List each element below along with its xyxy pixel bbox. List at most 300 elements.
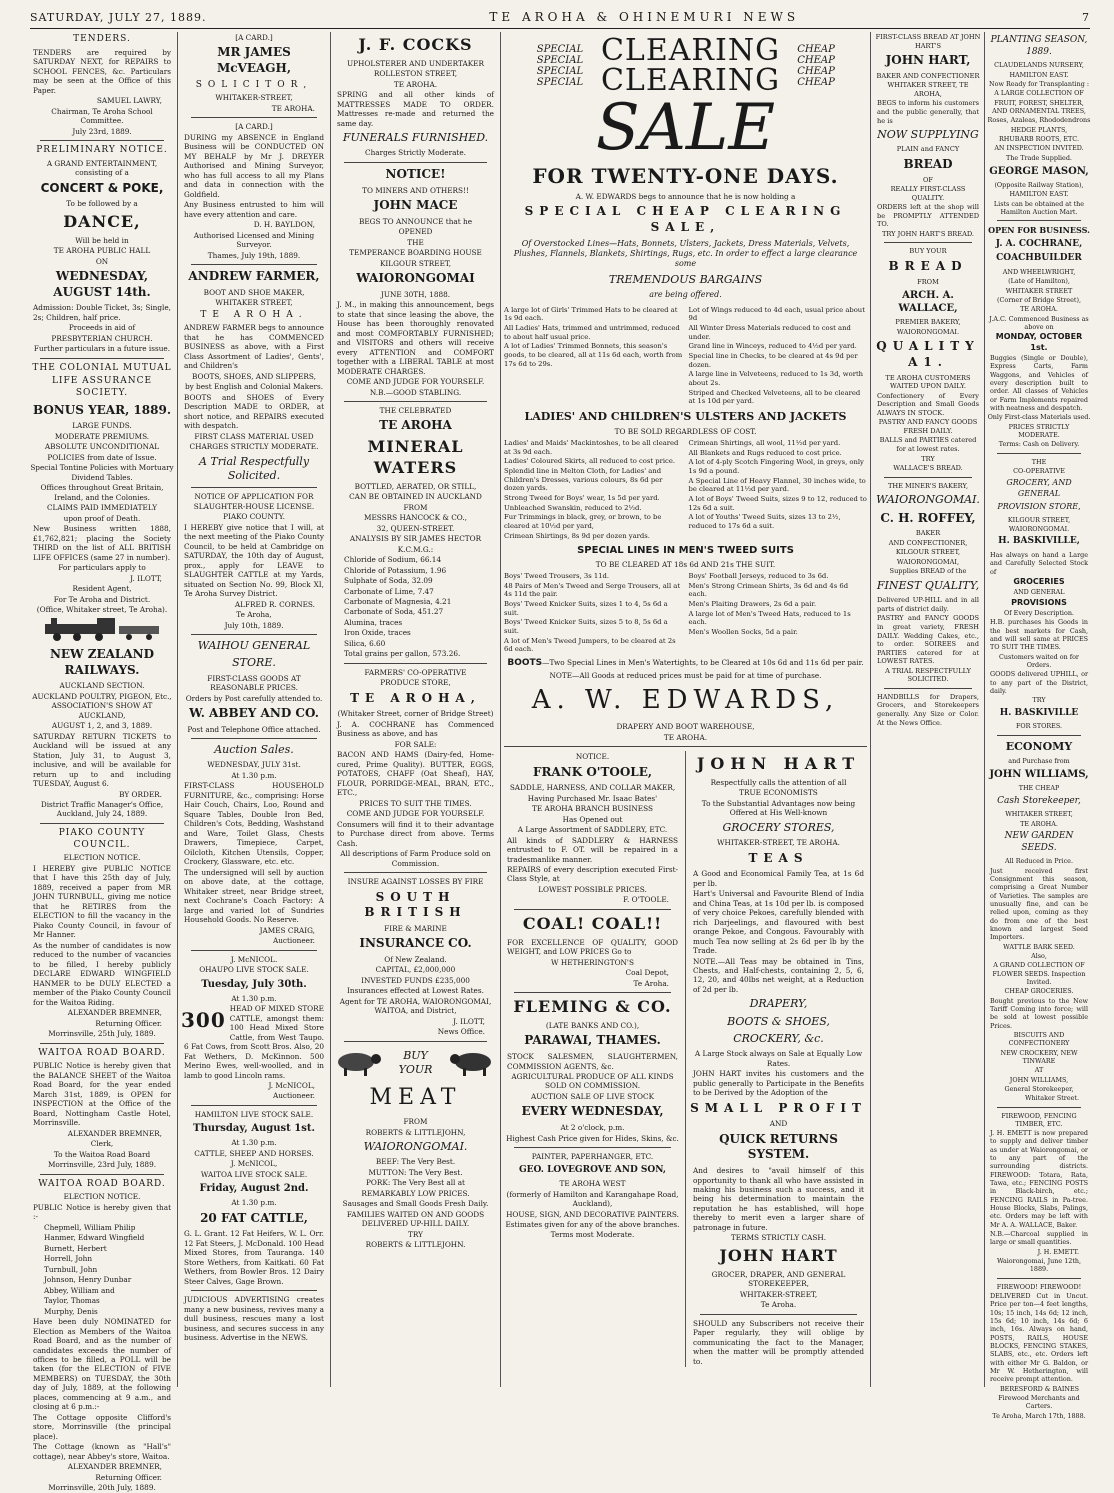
price-item: Boys' Football Jerseys, reduced to 3s 6d. [688,571,829,580]
ad-text: MUTTON: The Very Best. [368,1167,463,1177]
sale-text: The undersigned will sell by auction on above date, at the cottage, Whitaker street, near Bridge street, next Cochrane's Coach Factory: A large and varied lot of Sundries Household Goods. No Reserve. [184,867,324,925]
ad-text: AUCKLAND POULTRY, PIGEON, Etc., ASSOCIATION'S SHOW AT AUCKLAND, [32,691,172,720]
ad-text: NOTE—All Goods at reduced prices must be paid for at time of purchase. [549,670,822,680]
notice-text: PRESBYTERIAN CHURCH. [51,333,153,343]
ad-text: FOR STORES. [1015,722,1063,731]
ad-text: Buggies (Single or Double), Express Carts, Farm Waggons, and Vehicles of every description built to order. All classes of Vehicles or Farm Implements repaired with neatness and despatch. [990,354,1088,413]
divider [997,453,1081,454]
ad-text: Post and Telephone Office attached. [187,724,321,734]
notice-text: Will be held in [75,235,129,245]
ad-heading: THE COLONIAL MUTUAL [32,362,172,373]
price-item: A lot of Men's Tweed Jumpers, to be cleared at 2s 6d each. [504,636,676,654]
ad-text: BOOTS, SHOES, AND SLIPPERS, [191,371,316,381]
ad-text: Offices throughout Great Britain, Ireland, and the Colonies. [40,483,164,502]
price-item: Fur Trimmings in black, grey, or brown, to be cleared at 10½d per yard, [504,513,662,531]
ad-text: TE AROHA. [393,79,438,89]
ad-text: CLAUDELANDS NURSERY, [994,61,1084,70]
section-heading: Auction Sales. [214,743,294,757]
ad-text: J. H. EMETT is now prepared to supply and deliver timber as under at Waiorongomai, or to any part of the surrounding districts. FIREWOOD: Totara, Rata, Tawa, etc.; FENCING POSTS in Black-birch, etc.; FENCING RAILS in Pa-tree. House Blocks, Slabs, Palings, etc. Orders may be left with Mr A. A. WALLACE, Baker. [990,1129,1088,1229]
sale-date: Thursday, August 1st. [193,1123,315,1135]
ad-heading: BOOTS & SHOES, [727,1014,830,1028]
column-6 [874,32,982,1387]
ad-text: AUCTION SALE OF LIVE STOCK [530,1091,655,1101]
price-item: Boys' Tweed Knicker Suits, sizes 1 to 4, 5s 6d a suit. [504,599,668,617]
ad-text: J. H. EMETT. [1037,1247,1079,1256]
sale-heading: HAMILTON LIVE STOCK SALE. [194,1109,314,1119]
candidate-name: Johnson, Henry Dunbar [44,1275,132,1285]
notice-text: To be followed by a [66,199,138,209]
card-label: [A CARD.] [235,33,273,42]
sale-heading: WAITOA LIVE STOCK SALE. [200,1169,308,1179]
notice-text: PUBLIC Notice is hereby given that :- [33,1202,171,1222]
ad-text: Any Business entrusted to him will have every attention and care. [184,200,324,219]
ad-text: Orders by Post carefully attended to. [185,693,323,703]
boots-label: BOOTS [507,658,543,669]
ad-heading: JOHN WILLIAMS, [989,769,1089,781]
notice-text: PUBLIC Notice is hereby given that the BALANCE SHEET of the Waitoa Road Board, for the year ended March 31st, 1889, is OPEN for INSPECTION at the Office of the Board, Nottingham Castle Hotel, Morrinsville. [33,1061,171,1128]
ad-text: COME AND JUDGE FOR YOURSELF. [346,377,485,387]
notice-heading: PRELIMINARY NOTICE. [36,145,168,156]
ad-text: JOHN WILLIAMS, [1009,1075,1069,1084]
analysis-line: Alumina, traces [344,617,403,627]
column-7 [987,32,1091,1420]
ad-heading: MR JAMES McVEAGH, [216,45,292,76]
ad-heading: QUICK RETURNS SYSTEM. [719,1131,838,1162]
ad-text: FROM [403,502,428,512]
ad-heading: LADIES' AND CHILDREN'S ULSTERS AND JACKETS [524,410,847,424]
sale-date: Tuesday, July 30th. [201,978,307,990]
ad-text: GROCER, DRAPER, AND GENERAL STOREKEEPER, [711,1269,846,1289]
ad-text: CO-OPERATIVE [1013,467,1065,476]
ad-text: BISCUITS AND CONFECTIONERY [1008,1030,1070,1048]
price-item: Splendid line in Melton Cloth, for Ladies' and Children's Dresses, various colours, 8s 6d per dozen yards. [504,466,663,493]
ad-text: FRUIT, FOREST, SHELTER, AND ORNAMENTAL TREES, [992,98,1086,116]
ad-text: DELIVERED Cut in Uncut. Price per ton—4 feet lengths, 10s; 15 inch, 14s 6d; 12 inch, 15s 6d; 10 inch, 14s 6d; 6 inch, 16s. Always on hand, POSTS, RAILS, HOUSE BLOCKS, FENCING STAKES, SLABS, etc., etc. Orders left with either Mr G. Baldon, or Mr W. Hetherington, will receive prompt attention. [990,1292,1088,1384]
ad-text: BEGS to inform his customers and the public generally, that he is [877,99,979,125]
ad-text: Te Aroha. [760,1300,797,1310]
price-item: A large lot of Men's Tweed Hats, reduced to 1s each. [688,609,851,627]
concert-heading: CONCERT & POKE, [40,180,164,195]
notice-text: ELECTION NOTICE. [63,853,141,863]
column-rule [984,32,985,1387]
ad-text: FIRE & MARINE [384,923,447,933]
divider [40,823,164,824]
ad-heading: TE AROHA. [200,309,308,320]
ad-text: CHARGES STRICTLY MODERATE. [189,442,319,452]
ad-text: TRY [921,454,935,463]
ad-text: Lists can be obtained at the Hamilton Auction Mart. [993,199,1085,216]
ad-heading: WAIORONGOMAI. [363,1139,468,1153]
ad-text: INSURE AGAINST LOSSES BY FIRE [347,877,484,887]
ad-text: COME AND JUDGE FOR YOURSELF. [346,809,485,819]
price-item: A lot of 4-ply Scotch Fingering Wool, in greys, only 1s 9d a pound. [688,458,864,475]
ad-text: J. M., in making this announcement, begs to state that since leasing the above, the House has been thoroughly renovated and most COMFORTABLY FURNISHED; and VISITORS and others will receive every ATTENTION and COMFORT together with a LIBERAL TABLE at most MODERATE CHARGES. [337,300,494,376]
ad-heading: A. W. EDWARDS, [531,685,840,716]
ad-text: FOR SALE: [394,739,437,749]
price-item: 48 Pairs of Men's Tweed and Serge Trousers, all at 4s 11d the pair. [504,581,681,599]
ad-heading: FLEMING & CO. [513,997,672,1017]
notice-text: Morrinsville, 23rd July, 1889. [47,1160,157,1170]
ad-text: Sausages and Small Goods Fresh Daily. [342,1199,489,1209]
ad-text: WAIORONGOMAI. [1008,524,1070,533]
divider [997,220,1081,221]
masthead-page-number: 7 [1082,10,1090,24]
ad-text: OPENED [398,227,433,237]
ad-text: GOODS delivered UPHILL, or to any part of the District, daily. [990,670,1088,695]
sale-heading: 20 FAT CATTLE, [200,1210,308,1225]
ad-text: TE AROHA CUSTOMERS WAITED UPON DAILY. [885,373,971,391]
column-rule [870,32,871,1387]
ad-text: MESSRS HANCOCK & CO., [363,513,467,523]
ad-text: A LARGE COLLECTION OF [994,89,1084,98]
ad-text: A. W. EDWARDS begs to announce that he is now holding a [575,192,796,201]
analysis-line: Carbonate of Lime, 7.47 [344,586,434,596]
ad-text: FARMERS' CO-OPERATIVE [364,667,467,677]
ad-heading: GROCERIES [1013,576,1065,586]
sale-time: At 1.30 p.m. [231,770,277,780]
ad-text: Supplies BREAD of the [889,567,967,576]
ad-text: All Reduced in Price. [1004,857,1073,866]
ad-text: NOTE.—All Teas may be obtained in Tins, Chests, and Half-chests, containing 2, 5, 6, 12, 20, and 40lbs net weight, at a Reduction of 2d per lb. [693,956,864,994]
sale-date: WEDNESDAY, JULY 31st. [207,760,301,770]
ad-text: AUGUST 1, 2, and 3, 1889. [51,721,153,731]
ad-heading: SOUTH BRITISH [364,889,467,920]
notice-text: Morrinsville, 20th July, 1889. [48,1483,156,1493]
ad-text: TE AROHA. [271,103,315,113]
ad-text: TE AROHA WEST [559,1179,626,1189]
ad-text: Delivered UP-HILL and in all parts of district daily. [877,596,979,613]
ad-text: Firewood Merchants and Carters. [998,1394,1080,1411]
notice-text: I HEREBY give notice that I will, at the next meeting of the Piako County Council, to be held at Cambridge on SATURDAY, the 10th day of August, prox., apply for LEAVE to SLAUGHTER CATTLE at my Yards, situated on Section No. 99, Block XI, Te Aroha Survey District. [184,522,324,599]
ad-text: A GRAND COLLECTION OF FLOWER SEEDS. Inspection Invited. [992,961,1086,986]
column-rule [177,32,178,1387]
ad-text: FOR EXCELLENCE OF QUALITY, GOOD WEIGHT, and LOW PRICES Go to [507,937,678,957]
ad-heading: ANDREW FARMER, [188,269,320,284]
ad-heading: TREMENDOUS BARGAINS [608,272,763,286]
candidate-name: Taylor, Thomas [44,1296,100,1306]
ad-text: TO BE CLEARED AT 18s 6d AND 21s THE SUIT. [595,560,776,570]
ad-text: N.B.—Charcoal supplied in large or small quantities. [990,1230,1088,1247]
ad-text: AN INSPECTION INVITED. [994,144,1084,153]
ad-text: Now Ready for Transplanting : [989,80,1089,89]
ad-text: Estimates given for any of the above branches. Terms most Moderate. [505,1220,680,1239]
sale-text: Auctioneer. [272,936,315,946]
ad-heading: C. H. ROFFEY, [880,510,976,525]
divider [514,992,671,993]
notice-text: To the Waitoa Road Board [53,1149,151,1159]
notice-text: As the number of candidates is now reduced to the number of vacancies to be filled, I hereby publicly DECLARE EDWARD WINGFIELD HANMER to be DULY ELECTED a member of the Piako County Council for the Waitoa Riding. [33,940,171,1007]
ad-text: by best English and Colonial Makers. [184,382,324,392]
ad-text: TE AROHA. [663,732,708,742]
ad-text: Resident Agent, [72,584,132,594]
divider [514,909,671,910]
ad-text: A Large Stock always on Sale at Equally Low Rates. [694,1049,863,1068]
ad-heading: TE AROHA, [350,690,481,705]
ad-text: Waiorongomai, June 12th, 1889. [996,1257,1082,1274]
ad-text: Has always on hand a Large and Carefully Selected Stock of [990,550,1088,576]
ad-text: N.B.—GOOD STABLING. [369,387,462,397]
column-3 [334,32,497,1387]
notice-heading: NOTICE OF APPLICATION FOR SLAUGHTER-HOUSE LICENSE. [193,492,315,511]
ad-text: JUNE 30TH, 1888. [380,289,451,299]
ad-text: LOWEST POSSIBLE PRICES. [538,884,647,894]
ad-text: BEEF: The Very Best. [375,1157,456,1167]
column-4 [504,32,867,1387]
ad-text: (Late of Hamilton), [1008,277,1070,286]
notice-text: SAMUEL LAWRY, [96,96,162,106]
price-item: All Winter Dress Materials reduced to cost and under. [688,323,851,341]
divider [344,663,487,664]
ad-text: Insurances effected at Lowest Rates. [347,986,484,996]
ad-text: W HETHERINGTON'S [551,957,634,967]
clearing-heading: CLEARING [600,33,781,68]
ad-heading: WAIORONGOMAI. [876,493,980,507]
candidate-name: Turnbull, John [44,1264,98,1274]
ad-text: PLAIN and FANCY [896,145,960,154]
sale-heading: SALE [595,91,776,165]
ad-heading: GEO. LOVEGROVE AND SON, [518,1164,667,1175]
ad-text: ROBERTS & LITTLEJOHN, [365,1127,466,1137]
divider [191,634,317,635]
divider [514,1147,671,1148]
notice-text: ON [95,256,109,266]
ad-text: HEDGE PLANTS, [1010,125,1068,134]
ad-text: THE [407,237,424,247]
ad-text: DRAPERY AND BOOT WAREHOUSE, [616,722,755,732]
ad-text: A Good and Economical Family Tea, at 1s 6d per lb. [693,869,864,888]
ad-text: SADDLE, HARNESS, AND COLLAR MAKER, [509,783,676,793]
ad-text: Also, [1031,951,1047,960]
ad-text: (Whitaker Street, corner of Bridge Street) [337,709,494,719]
divider [40,1174,164,1175]
divider [997,1107,1081,1108]
ad-text: TO MINERS AND OTHERS!! [362,185,469,195]
ad-text: (LATE BANKS AND CO.), [545,1020,640,1030]
ad-text: Bought previous to the New Tariff Coming into force; will be sold at lowest possible Prices. [990,996,1088,1030]
ad-heading: GEORGE MASON, [989,165,1089,177]
candidate-name: Burnett, Herbert [44,1243,107,1253]
candidate-name: Horrell, John [44,1254,93,1264]
bull-illustration [447,1048,497,1078]
ad-text: Of Overstocked Lines—Hats, Bonnets, Ulsters, Jackets, Dress Materials, Velvets, Plushes, Flannels, Blankets, Shirtings, Rugs, etc. In order to effect a large clearance some [513,238,858,269]
ad-text: upon proof of Death. [63,513,141,523]
ad-text: AGRICULTURAL PRODUCE OF ALL KINDS SOLD ON COMMISSION. [511,1072,674,1091]
ad-text: BOTTLED, AERATED, OR STILL, [354,481,477,491]
analysis-line: Chloride of Potassium, 1.96 [344,565,447,575]
notice-text: Te Aroha, [236,610,272,620]
ad-text: BAKER AND CONFECTIONER [876,71,980,80]
ad-text: REMARKABLY LOW PRICES. [361,1188,470,1198]
ad-text: RHUBARB ROOTS, ETC. [998,135,1079,143]
ad-text: TERMS STRICTLY CASH. [730,1233,827,1243]
ad-heading: EVERY WEDNESDAY, [521,1104,664,1119]
notice-text: ALEXANDER BREMNER, [67,1128,162,1138]
ad-heading: PLANTING SEASON, 1889. [990,35,1088,57]
ad-text: FROM [403,1117,428,1127]
ad-text: POLICIES from date of Issue. [47,452,157,462]
cheap-label: CHEAP CHEAP CHEAP CHEAP [797,44,835,88]
divider [191,1290,317,1291]
ad-text: HANDBILLS for Drapers, Grocers, and Storekeepers generally. Any Size or Color. At the News Office. [877,692,979,727]
ad-text: A TRIAL RESPECTFULLY SOLICITED. [885,666,971,684]
ad-text: WHITAKER-STREET, TE AROHA. [717,838,840,848]
ad-text: WHITAKER STREET, [1005,810,1073,819]
ad-heading: COAL! COAL!! [522,913,663,933]
candidate-name: Chepmell, William Philip [44,1222,136,1232]
ad-text: J. ILOTT, [453,1016,485,1026]
ad-heading: JOHN HART [696,754,861,774]
notice-text: PIAKO COUNTY. [223,512,285,522]
ad-text: At 2 o'clock, p.m. [560,1123,625,1133]
ad-heading: PROVISIONS [1011,597,1067,607]
ad-text: Of New Zealand. [384,954,447,964]
price-item: Ladies' and Maids' Mackintoshes, to be all cleared at 3s 9d each. [504,438,679,456]
ad-heading: BREAD [888,259,968,274]
ad-text: Special Tontine Policies with Mortuary Dividend Tables. [30,463,174,482]
sale-date: Friday, August 2nd. [199,1183,309,1195]
ad-text: KILGOUR STREET, [1007,515,1071,524]
ad-text: TO BE SOLD REGARDLESS OF COST. [614,427,757,437]
ad-text: FIREWOOD! FIREWOOD! [996,1282,1082,1291]
notice-text: I HEREBY give PUBLIC NOTICE that I have this 25th day of July, 1889, received a paper from MR JOHN TURNBULL, giving me notice that he RETIRES from the ELECTION to fill the vacancy in the Piako County Council, in favour of Mr Hanner. [33,863,171,940]
ad-text: FIRST-CLASS GOODS AT REASONABLE PRICES. [207,673,301,693]
ad-text: Agent for TE AROHA, WAIORONGOMAI, WAITOA, and District, [339,996,492,1016]
sale-time: At 1.30 p.m. [231,1198,277,1208]
notice-text: ALEXANDER BREMNER, [67,1462,162,1472]
ad-heading: FUNERALS FURNISHED. [342,131,489,145]
ad-text: HAMILTON EAST. [1009,190,1069,199]
ad-heading: NOTICE! [385,166,446,181]
divider [884,477,972,478]
divider [191,117,317,118]
notice-text: A GRAND ENTERTAINMENT, consisting of a [46,158,158,178]
price-item: All Blankets and Rugs reduced to cost price. [688,448,842,457]
ad-heading: SOLICITOR, [195,79,313,90]
ad-text: TRUE ECONOMISTS [739,788,818,798]
price-item: Unbleached Swanskin, reduced to 2½d. [504,503,642,512]
notice-text: TENDERS are required by SATURDAY NEXT, for REPAIRS to SCHOOL FENCES, &c. Particulars may be seen at the Office of this Paper. [33,47,171,95]
ad-text: REALLY FIRST-CLASS QUALITY. [890,185,966,202]
ad-text: BACON AND HAMS (Dairy-fed, Home-cured, Prime Quality). BUTTER, EGGS, POTATOES, CHAFF (Oat Sheaf), HAY, FLOUR, PORRIDGE-MEAL, BRAN, ETC., ETC., [337,750,494,798]
ad-text: FAMILIES WAITED ON AND GOODS DELIVERED UP-HILL DAILY. [346,1209,485,1229]
ad-heading: H. BASKIVILLE, [998,536,1080,547]
ad-text: PAINTER, PAPERHANGER, ETC. [531,1152,654,1162]
ad-text: Te Aroha. [633,978,669,988]
ad-text: Just received first Consignment this season, comprising a Great Number of Varieties. The samples are unusually fine, and can be relied upon, coming as they do from one of the best known and largest Seed Importers. [990,866,1088,942]
event-date: WEDNESDAY, AUGUST 14th. [53,269,151,299]
notice-text: July 23rd, 1889. [72,126,132,136]
ad-text: General Storekeeper, [1004,1084,1074,1093]
ad-text: THE [1031,457,1047,466]
price-item: A lot of Ladies' Trimmed Bonnets, this season's goods, to be cleared, all at 11s 6d each, worth from 17s 6d to 29s. [504,342,683,368]
ad-heading: SPECIAL CHEAP CLEARING SALE, [524,204,847,235]
ad-heading: W. ABBEY AND CO. [189,706,319,721]
ad-text: PASTRY AND FANCY GOODS FRESH DAILY. [878,418,978,435]
sale-text: G. L. Grant. 12 Fat Heifers, W. L. Orr. 12 Fat Steers, J. McDonald. 100 Head Mixed Stores, from Tauranga. 140 Store Wethers, from Kaitkati. 60 Fat Wethers, from Bowler Bros. 12 Dairy Steer Calves, Gage Brown. [184,1229,324,1286]
ad-text: ORDERS left at the shop will be PROMPTLY ATTENDED TO. [877,203,979,229]
ad-heading: MINERAL WATERS [367,437,464,477]
divider [344,1041,487,1042]
ad-text: WAIORONGOMAI. [896,327,960,336]
ad-text: WHITAKER STREET [1005,286,1073,295]
ad-heading: ARCH. A. WALLACE, [898,290,958,315]
ad-text: TE AROHA. [1020,819,1058,828]
ad-text: DURING my ABSENCE in England Business will be CONDUCTED ON MY BEHALF by Mr J. DREYER Authorised and Mining Surveyor, who has full access to all my Plans and data in connection with the Goldfield. [184,132,324,199]
ad-text: BALLS and PARTIES catered for at lowest rates. [879,436,977,454]
ad-text: Confectionery of Every Description and Small Goods ALWAYS IN STOCK. [877,391,979,417]
divider [884,242,972,243]
ad-text: ABSOLUTE UNCONDITIONAL [44,442,160,452]
ad-text: PORK: The Very Best all at [366,1178,465,1188]
price-item: Crimean Shirtings, all wool, 11½d per yard. [688,438,841,447]
ad-heading: FINEST QUALITY, [876,578,980,592]
ad-text: AND WHEELWRIGHT, [1002,268,1076,277]
notice-text: Clerk, [90,1139,114,1149]
ad-text: Having Purchased Mr. Isaac Bates' [527,793,658,803]
ad-text: BOOTS and SHOES of Every Description MADE to ORDER, at short notice, and REPAIRS executed with despatch. [184,392,324,431]
ad-text: KILGOUR STREET, [379,258,452,268]
column-5 [690,751,867,1367]
price-item: Strong Tweed for Boys' wear, 1s 5d per yard. [504,494,660,502]
special-label: SPECIAL SPECIAL SPECIAL SPECIAL [536,44,584,88]
ad-text: THE MINER'S BAKERY, [887,481,969,490]
ad-text: Whitaker Street. [1024,1094,1079,1103]
ad-text: INVESTED FUNDS £235,000 [361,975,470,985]
divider [191,487,317,488]
ad-heading: TEAS [748,850,809,865]
ad-text: and Purchase from [1008,756,1070,765]
ad-text: WHITAKER STREET, TE AROHA, [887,81,969,98]
ad-text: A Large Assortment of SADDLERY, ETC. [517,825,668,835]
divider [997,735,1081,736]
card-label: [A CARD.] [235,122,273,132]
auctioneer-name: J. McNICOL, [230,1159,278,1169]
ad-heading: OPEN FOR BUSINESS. [988,225,1090,236]
masthead-title: TE AROHA & OHINEMURI NEWS [489,10,800,24]
auctioneer-name: J. McNICOL. [230,954,278,964]
column-1 [30,32,174,1493]
ad-text: Customers waited on for Orders. [999,652,1079,669]
masthead [30,6,1090,29]
sale-time: At 1.30 p.m. [231,1138,277,1148]
ad-text: WHITAKER STREET, [215,298,293,308]
price-item: Crimean Shirtings, 8s 9d per dozen yards. [504,531,650,540]
price-item: Men's Plaiting Drawers, 2s 6d a pair. [688,599,817,608]
ad-heading: WAIHOU GENERAL [197,639,311,653]
ad-heading: LIFE ASSURANCE SOCIETY. [51,376,153,399]
ad-text: are being offered. [649,290,722,300]
ad-heading: NEW ZEALAND RAILWAYS. [49,646,155,677]
ad-text: CLAIMS PAID IMMEDIATELY [46,503,158,513]
price-item: A large line in Velveteens, reduced to 1s 3d, worth about 2s. [688,370,864,388]
ad-text: Charges Strictly Moderate. [365,148,466,158]
ad-text: WHITAKER-STREET, [215,93,293,103]
notice-heading: PIAKO COUNTY COUNCIL. [58,827,146,850]
ad-heading: SMALL PROFIT [690,1100,867,1115]
ad-text: H.B. purchases his Goods in the best markets for Cash, and will sell same at PRICES TO SUIT THE TIMES. [990,618,1088,652]
notice-text: Returning Officer. [95,1018,162,1028]
divider [344,162,487,163]
ad-text: ROBERTS & LITTLEJOHN. [365,1240,466,1250]
ad-text: AND CONFECTIONER, [888,538,968,547]
notice-text: The Cottage opposite Clifford's store, Morrinsville (the principal place). [33,1412,171,1441]
ad-text: TE AROHA BRANCH BUSINESS [532,804,653,814]
notice-text: July 10th, 1889. [224,620,284,630]
analysis-line: Carbonate of Magnesia, 4.21 [344,596,452,606]
price-item: Special line in Checks, to be cleared at 4s 9d per dozen. [688,351,858,369]
sale-text: Auctioneer. [272,1091,315,1101]
candidate-name: Abbey, William and [44,1285,115,1295]
